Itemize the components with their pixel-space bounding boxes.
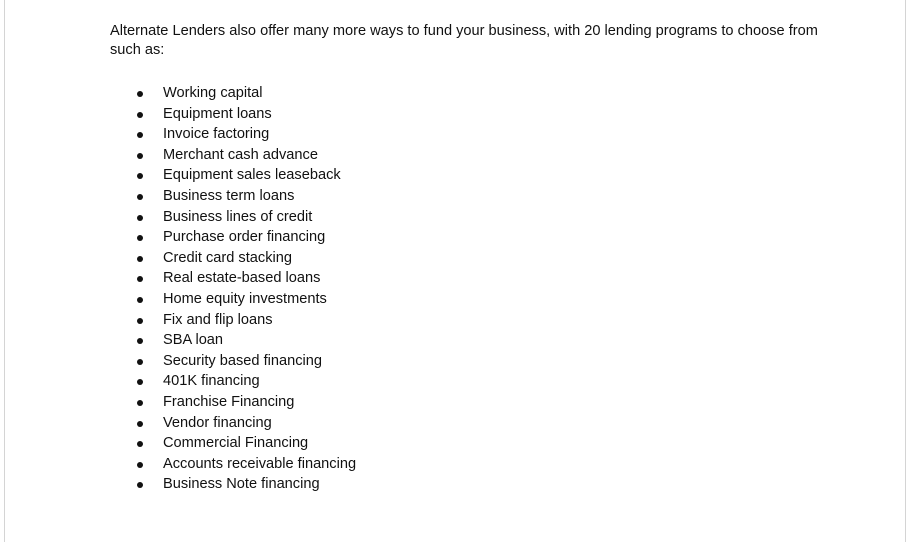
list-item [110, 124, 356, 145]
bullet-icon [137, 462, 143, 468]
list-item-label: Accounts receivable financing [163, 455, 357, 472]
bullet-icon [137, 379, 143, 385]
intro-paragraph: Alternate Lenders also offer many more ways to fund your business, with 20 lending programs to choose from such as: [110, 23, 818, 58]
list-item-label: Real estate-based loans [163, 270, 321, 287]
bullet-icon [137, 215, 143, 221]
list-item-label: Invoice factoring [163, 126, 270, 143]
list-item-label: Equipment sales leaseback [163, 167, 341, 184]
list-item [110, 392, 356, 413]
list-item-label: Working capital [163, 85, 263, 101]
list-item-label: 401K financing [163, 373, 260, 390]
page-right-border [905, 0, 906, 542]
list-item-label: SBA loan [163, 332, 224, 349]
list-item [110, 268, 356, 289]
bullet-icon [137, 400, 143, 406]
list-item [110, 454, 356, 475]
list-item [110, 289, 356, 310]
list-item [110, 207, 356, 228]
list-item-label: Purchase order financing [163, 229, 326, 246]
list-item-label: Equipment loans [163, 105, 272, 122]
list-item [110, 433, 356, 454]
list-item [110, 145, 356, 166]
bullet-icon [137, 359, 143, 365]
list-item-label: Fix and flip loans [163, 311, 273, 328]
bullet-icon [137, 421, 143, 427]
bullet-icon [137, 235, 143, 241]
list-item [110, 104, 356, 125]
list-item-label: Vendor financing [163, 414, 272, 431]
list-item-label: Credit card stacking [163, 249, 292, 266]
list-item [110, 310, 356, 331]
list-item [110, 413, 356, 434]
bullet-icon [137, 132, 143, 138]
bullet-icon [137, 338, 143, 344]
bullet-icon [137, 256, 143, 262]
list-item [110, 83, 356, 104]
bullet-icon [137, 318, 143, 324]
list-item-label: Security based financing [163, 352, 323, 369]
bullet-icon [137, 112, 143, 118]
list-item [110, 474, 356, 495]
document-body[interactable] [110, 22, 830, 493]
list-item [110, 351, 356, 372]
bullet-icon [137, 173, 143, 179]
list-item [110, 227, 356, 248]
list-item [110, 186, 356, 207]
list-item-label: Merchant cash advance [163, 146, 318, 163]
list-item-label: Business lines of credit [163, 208, 313, 225]
lending-programs-list [110, 83, 356, 495]
list-item-label: Home equity investments [163, 290, 327, 307]
bullet-icon [137, 91, 143, 97]
bullet-icon [137, 297, 143, 303]
list-item [110, 248, 356, 269]
list-item [110, 371, 356, 392]
bullet-icon [137, 482, 143, 488]
bullet-icon [137, 153, 143, 159]
bullet-icon [137, 194, 143, 200]
list-item-label: Business term loans [163, 187, 295, 204]
bullet-icon [137, 276, 143, 282]
list-item [110, 330, 356, 351]
list-item-label: Business Note financing [163, 476, 320, 493]
list-item [110, 165, 356, 186]
bullet-icon [137, 441, 143, 447]
page-left-border [4, 0, 5, 542]
list-item-label: Commercial Financing [163, 435, 309, 452]
list-item-label: Franchise Financing [163, 393, 295, 410]
